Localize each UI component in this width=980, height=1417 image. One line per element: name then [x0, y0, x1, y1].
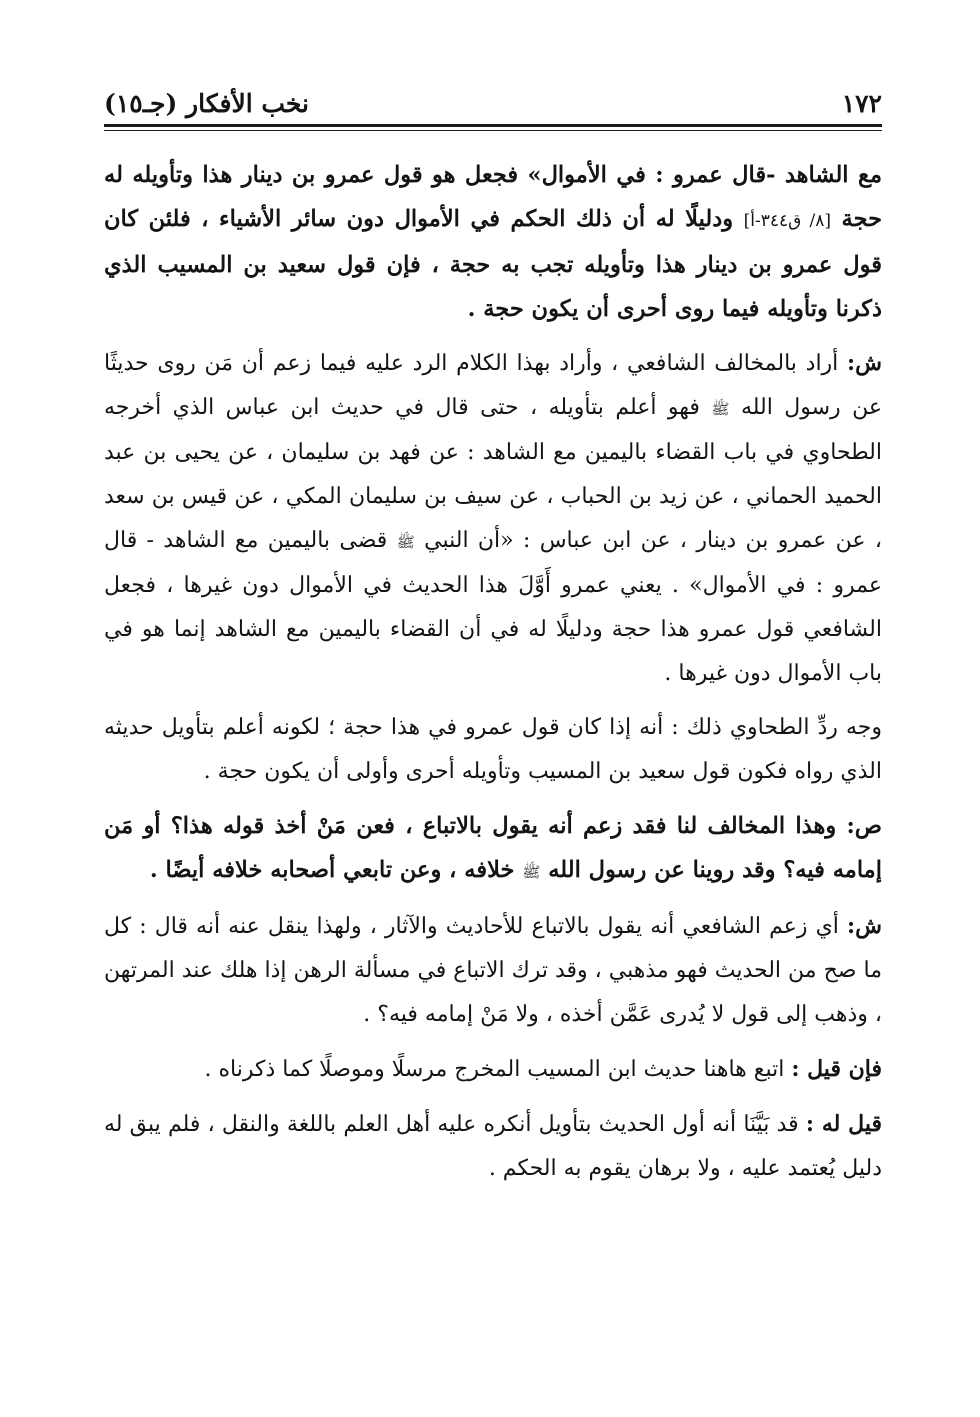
paragraph-text: قد بَيَّنَا أنه أول الحديث بتأويل أنكره عليه أهل العلم باللغة والنقل ، فلم يبق له دليل يُعتمد عليه ، ولا برهان يقوم به الحكم . — [104, 1112, 882, 1181]
book-title: نخب الأفكار (جـ١٥) — [104, 89, 310, 118]
book-page — [104, 78, 882, 1201]
paragraph-text: وهذا المخالف لنا فقد زعم أنه يقول بالاتباع ، فعن مَنْ أخذ قوله هذا؟ أو مَن إمامه فيه؟ وقد روينا عن رسول الله — [104, 813, 882, 883]
paragraph-text: أراد بالمخالف الشافعي ، وأراد بهذا الكلام الرد عليه فيما زعم أن مَن روى حديثًا عن رسول الله — [104, 351, 882, 420]
sharh-paragraph-1 — [104, 341, 882, 696]
salawat-glyph: ﷺ — [396, 533, 415, 551]
paragraph-text: ودليلًا له أن ذلك الحكم في الأموال دون سائر الأشياء ، فلئن كان قول عمرو بن دينار هذا وتأويله تجب به حجة ، فإن قول سعيد بن المسيب الذي ذكرنا وتأويله فيما روى أحرى أن يكون حجة . — [104, 206, 882, 322]
sharh-marker: ش: — [847, 350, 882, 376]
paragraph-text: وجه ردِّ الطحاوي ذلك : أنه إذا كان قول عمرو في هذا حجة ؛ لكونه أعلم بتأويل حديثه الذي رواه فكون قول سعيد بن المسيب وتأويله أحرى وأولى أن يكون حجة . — [104, 715, 882, 784]
sharh-paragraph-3 — [104, 904, 882, 1037]
page-header — [104, 78, 882, 118]
objection-marker: فإن قيل : — [791, 1056, 882, 1082]
matn-paragraph-2 — [104, 804, 882, 894]
header-rule-thin — [104, 130, 882, 131]
paragraph-text: خلافه ، وعن تابعي أصحابه خلافه أيضًا . — [149, 857, 515, 883]
paragraph-text: قضى باليمين مع الشاهد - قال عمرو : في الأموال» . يعني عمرو أَوَّلَ هذا الحديث في الأموال دون غيرها ، فجعل الشافعي قول عمرو هذا حجة ودليلًا له في أن القضاء باليمين مع الشاهد إنما هو في باب الأموال دون غيرها . — [104, 528, 882, 686]
paragraph-text: اتبع هاهنا حديث ابن المسيب المخرج مرسلًا وموصلًا كما ذكرناه . — [204, 1057, 785, 1082]
salawat-glyph: ﷺ — [522, 863, 541, 881]
paragraph-text: أي زعم الشافعي أنه يقول بالاتباع للأحاديث والآثار ، ولهذا ينقل عنه أنه قال : كل ما صح من الحديث فهو مذهبي ، وقد ترك الاتباع في مسألة الرهن إذا هلك عند المرتهن ، وذهب إلى قول لا يُدرى عَمَّن أخذه ، ولا مَنْ إمامه فيه؟ . — [104, 914, 882, 1027]
sharh-paragraph-2 — [104, 706, 882, 794]
sharh-marker: ش: — [847, 913, 883, 939]
header-rule-thick — [104, 124, 882, 127]
matn-marker: ص: — [846, 813, 882, 839]
page-number: ١٧٢ — [841, 89, 882, 118]
paragraph-text: فهو أعلم بتأويله ، حتى قال في حديث ابن عباس الذي أخرجه الطحاوي في باب القضاء باليمين مع الشاهد : عن فهد بن سليمان ، عن يحيى بن عبد الحميد الحماني ، عن زيد بن الحباب ، عن سيف بن سليمان المكي ، عن قيس بن سعد ، عن عمرو بن دينار ، عن ابن عباس : «أن النبي — [104, 395, 882, 553]
paragraph-text: مع الشاهد -قال عمرو : في الأموال» فجعل هو قول عمرو بن دينار هذا وتأويله له حجة — [104, 162, 882, 232]
reply-marker: قيل له : — [805, 1111, 882, 1137]
reply-paragraph — [104, 1102, 882, 1191]
matn-paragraph-1 — [104, 153, 882, 331]
objection-paragraph — [104, 1047, 882, 1092]
manuscript-reference: [٨/ ق٣٤٤-أ] — [743, 211, 831, 231]
salawat-glyph: ﷺ — [711, 400, 730, 418]
